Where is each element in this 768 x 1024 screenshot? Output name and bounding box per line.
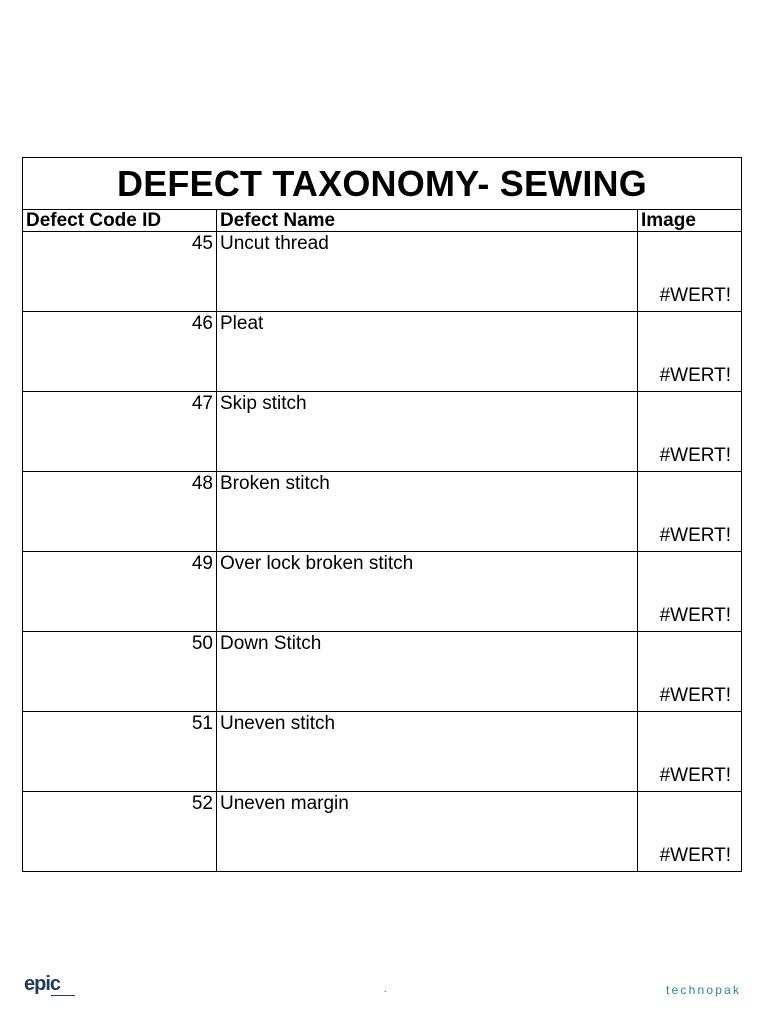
defect-image-cell — [638, 792, 742, 872]
image-error-text: #WERT! — [659, 685, 731, 706]
defect-code-cell: 50 — [23, 632, 217, 712]
image-error-text: #WERT! — [659, 525, 731, 546]
defect-name-cell: Uneven stitch — [217, 712, 638, 792]
image-error-text: #WERT! — [659, 365, 731, 386]
defect-name-cell: Over lock broken stitch — [217, 552, 638, 632]
defect-image-cell — [638, 472, 742, 552]
technopak-logo: technopak — [666, 983, 742, 997]
image-error-text: #WERT! — [659, 445, 731, 466]
defect-code-cell: 45 — [23, 232, 217, 312]
table-row — [23, 312, 742, 392]
footer-mark: . — [384, 984, 387, 994]
page-title: DEFECT TAXONOMY- SEWING — [23, 158, 742, 210]
defect-name-cell: Pleat — [217, 312, 638, 392]
defect-image-cell — [638, 712, 742, 792]
column-header-code: Defect Code ID — [23, 210, 217, 232]
defect-name-cell: Uncut thread — [217, 232, 638, 312]
defect-image-cell — [638, 312, 742, 392]
defect-image-cell — [638, 552, 742, 632]
table-row — [23, 392, 742, 472]
image-error-text: #WERT! — [659, 605, 731, 626]
table-row — [23, 712, 742, 792]
defect-code-cell: 52 — [23, 792, 217, 872]
defect-name-cell: Skip stitch — [217, 392, 638, 472]
table-row — [23, 792, 742, 872]
defect-code-cell: 46 — [23, 312, 217, 392]
table-row — [23, 552, 742, 632]
image-error-text: #WERT! — [659, 845, 731, 866]
defect-image-cell — [638, 392, 742, 472]
svg-text:epic: epic — [24, 973, 61, 995]
table-row — [23, 632, 742, 712]
defect-code-cell: 47 — [23, 392, 217, 472]
epic-logo-icon — [24, 973, 80, 999]
defect-name-cell: Uneven margin — [217, 792, 638, 872]
defect-name-cell: Down Stitch — [217, 632, 638, 712]
defect-code-cell: 48 — [23, 472, 217, 552]
table-header-row — [23, 210, 742, 232]
defect-table — [22, 157, 742, 872]
defect-image-cell — [638, 632, 742, 712]
table-row — [23, 472, 742, 552]
defect-image-cell — [638, 232, 742, 312]
defect-code-cell: 51 — [23, 712, 217, 792]
column-header-name: Defect Name — [217, 210, 638, 232]
table-row — [23, 232, 742, 312]
column-header-image: Image — [638, 210, 742, 232]
defect-name-cell: Broken stitch — [217, 472, 638, 552]
image-error-text: #WERT! — [659, 765, 731, 786]
defect-code-cell: 49 — [23, 552, 217, 632]
epic-logo — [24, 973, 80, 999]
image-error-text: #WERT! — [659, 285, 731, 306]
